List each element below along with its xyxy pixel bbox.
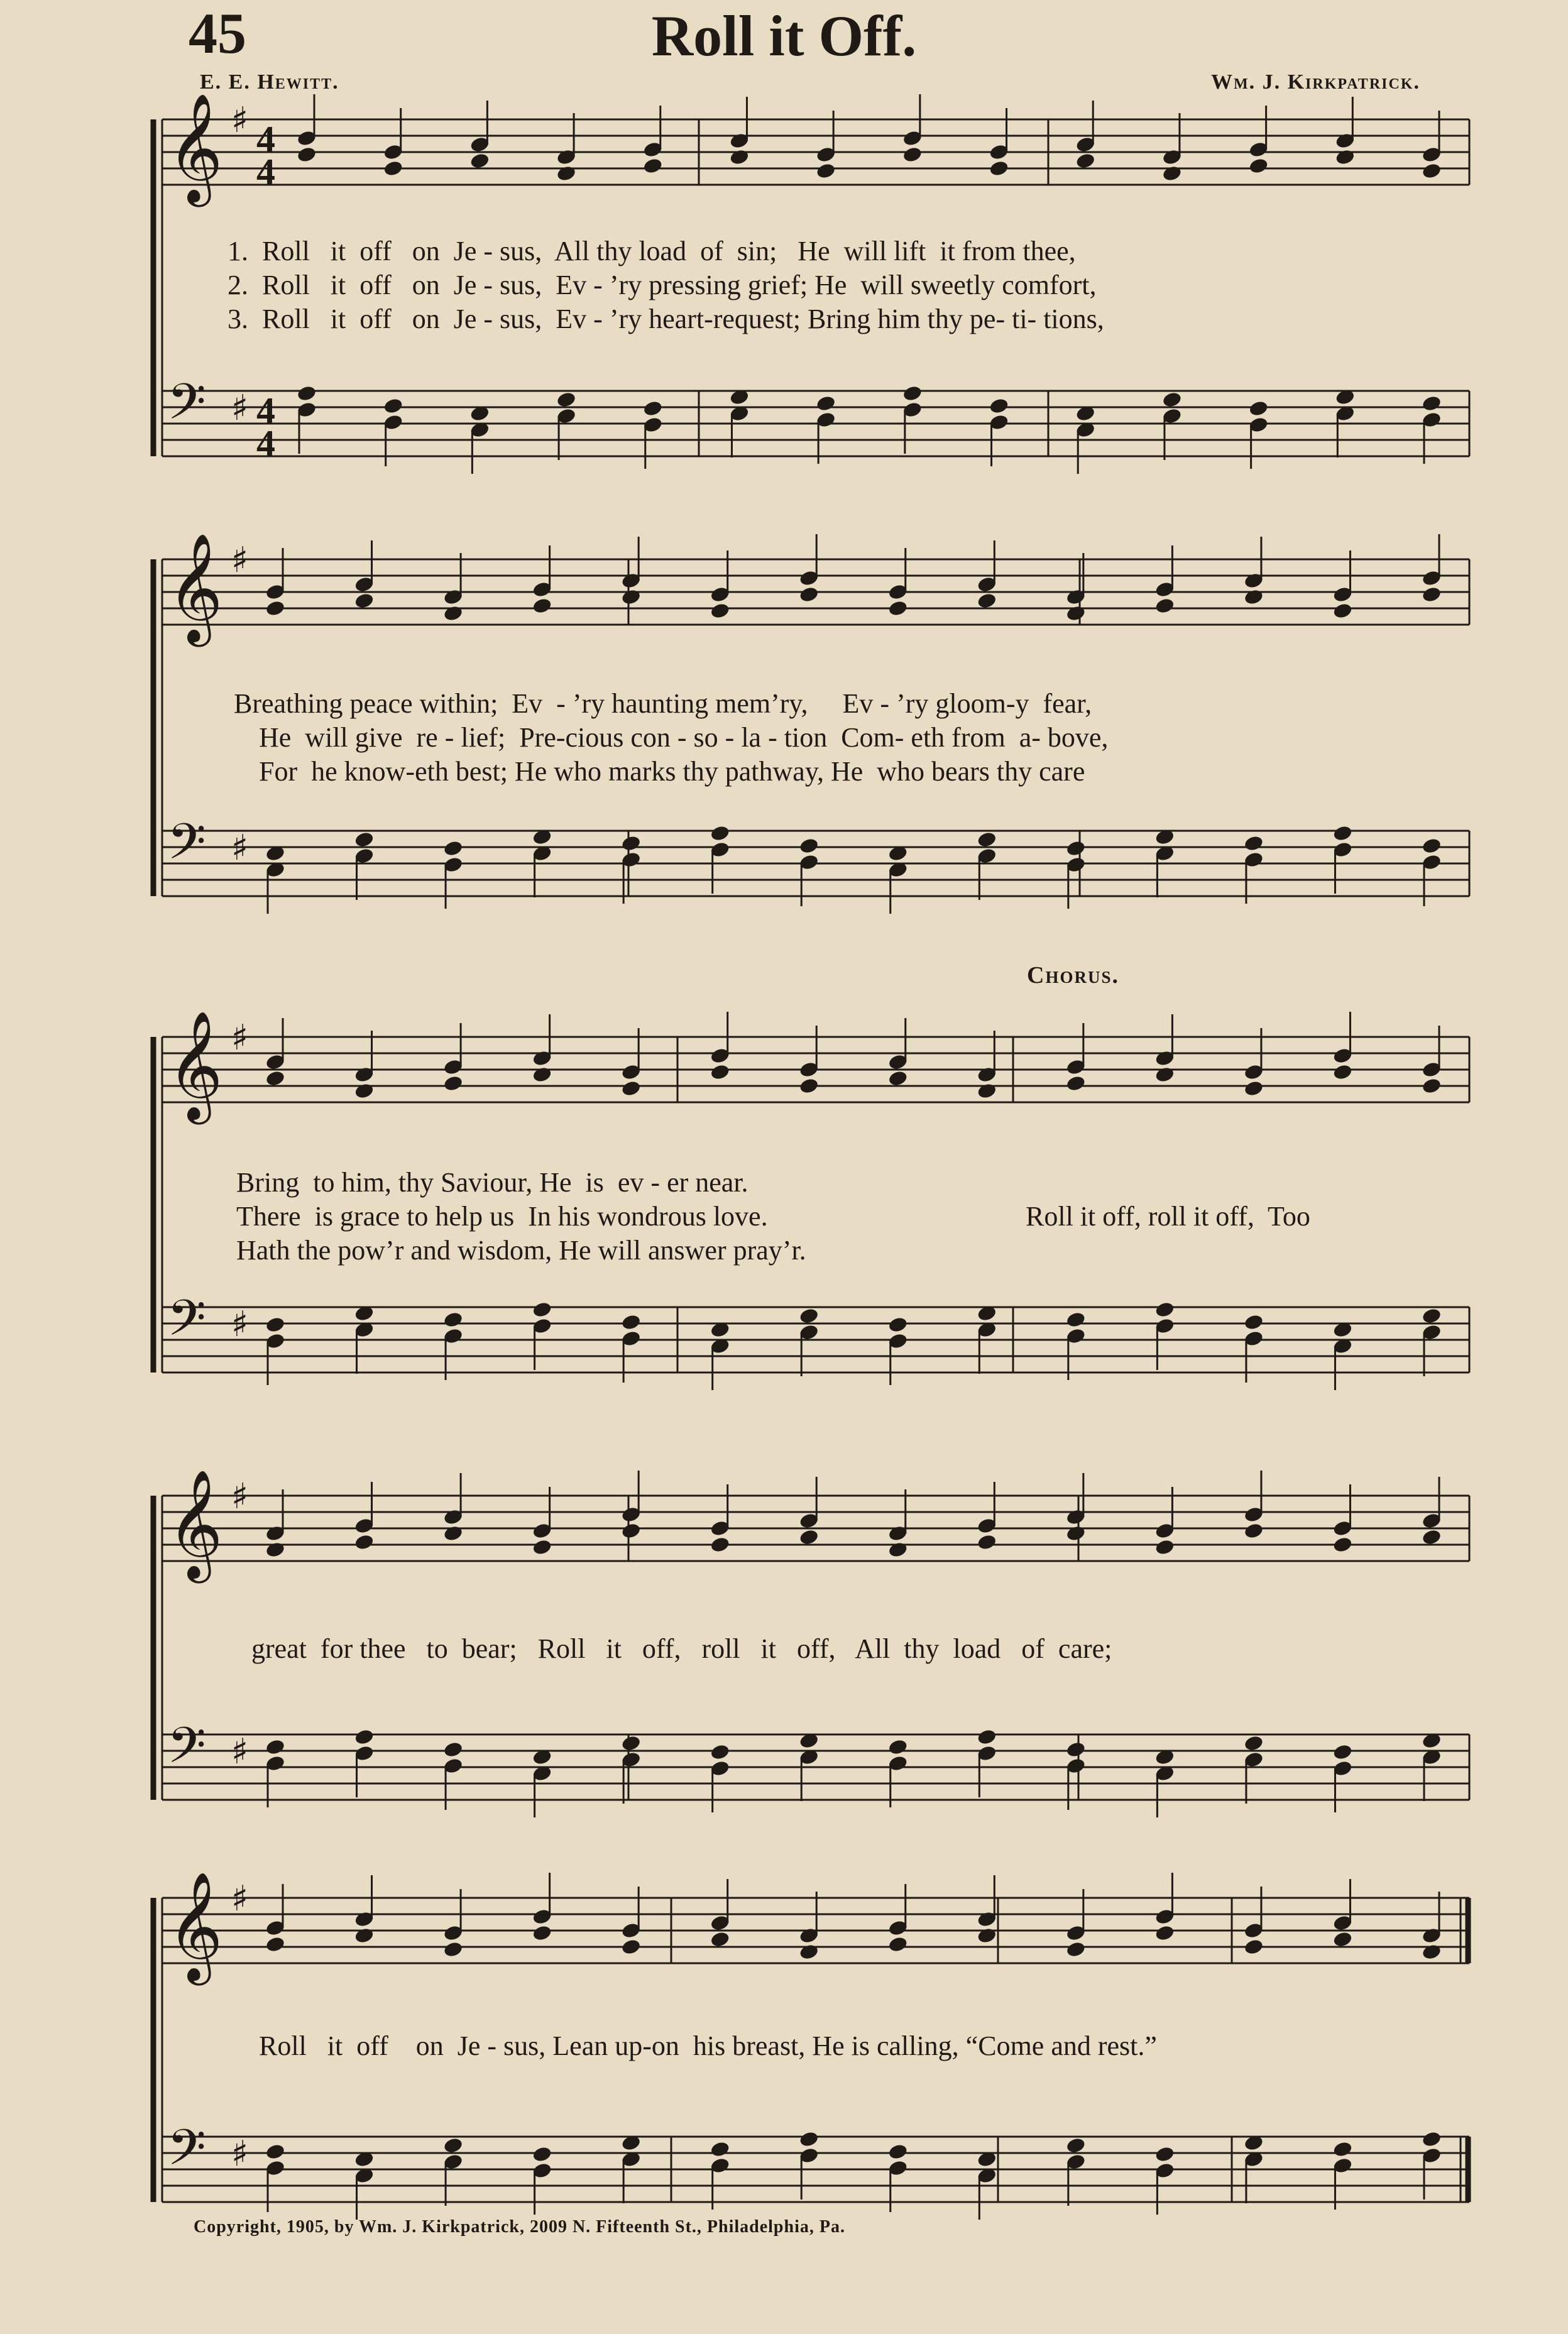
- hymn-number: 45: [189, 1, 246, 65]
- note-head: [265, 600, 285, 617]
- note-head: [729, 148, 750, 166]
- note-head: [1421, 1077, 1442, 1095]
- note-head: [443, 1941, 464, 1958]
- note-head: [1243, 1522, 1264, 1540]
- note-head: [1332, 1063, 1353, 1081]
- key-sharp-icon: ♯: [231, 540, 249, 581]
- key-sharp-icon: ♯: [231, 388, 249, 429]
- note-head: [532, 2145, 552, 2163]
- key-sharp-icon: ♯: [231, 2134, 249, 2174]
- key-sharp-icon: ♯: [231, 100, 249, 141]
- note-head: [443, 1075, 464, 1092]
- lyric-line-s4: great for thee to bear; Roll it off, roll it off, All thy load of care;: [251, 1633, 1112, 1664]
- lyric-line-s5: Roll it off on Je - sus, Lean up-on his breast, He is calling, “Come and rest.”: [259, 2030, 1157, 2061]
- note-head: [710, 825, 730, 842]
- note-head: [1065, 1075, 1086, 1092]
- note-head: [887, 1070, 908, 1087]
- note-head: [1421, 162, 1442, 180]
- note-head: [265, 1070, 285, 1087]
- note-head: [1332, 1536, 1353, 1553]
- bass-clef-icon: 𝄢: [167, 813, 206, 883]
- note-head: [902, 146, 923, 163]
- note-head: [1243, 835, 1264, 852]
- note-head: [977, 1927, 997, 1944]
- note-head: [443, 1311, 464, 1329]
- note-head: [1332, 602, 1353, 620]
- note-head: [621, 1734, 642, 1752]
- note-head: [989, 397, 1009, 415]
- note-head: [1065, 1941, 1086, 1958]
- lyric-line-s3-v1: Bring to him, thy Saviour, He is ev - er near.: [236, 1167, 748, 1198]
- note-head: [887, 1316, 908, 1334]
- note-head: [265, 2143, 285, 2161]
- time-signature-top: 4: [256, 390, 275, 432]
- note-head: [265, 1936, 285, 1953]
- note-head: [532, 1066, 552, 1083]
- treble-clef-icon: 𝄞: [167, 93, 223, 202]
- bass-clef-icon: 𝄢: [167, 1716, 206, 1787]
- bass-clef-icon: 𝄢: [167, 1289, 206, 1359]
- note-head: [354, 1728, 375, 1746]
- key-sharp-icon: ♯: [231, 1731, 249, 1772]
- note-head: [1154, 1066, 1175, 1083]
- note-head: [989, 160, 1009, 177]
- note-head: [799, 1077, 820, 1095]
- note-head: [296, 146, 317, 163]
- note-head: [1421, 1307, 1442, 1325]
- note-head: [1243, 1938, 1264, 1956]
- treble-clef-icon: 𝄞: [167, 1469, 223, 1579]
- note-head: [977, 1082, 997, 1100]
- note-head: [1421, 1943, 1442, 1961]
- treble-clef-icon: 𝄞: [167, 1871, 223, 1981]
- lyric-line-s1-v3: 3. Roll it off on Je - sus, Ev - ’ry heart-request; Bring him thy pe- ti- tions,: [228, 304, 1104, 334]
- author-credit: E. E. Hewitt.: [200, 70, 339, 94]
- note-head: [1161, 165, 1182, 182]
- note-head: [1332, 2140, 1353, 2158]
- copyright-notice: Copyright, 1905, by Wm. J. Kirkpatrick, 2009 N. Fifteenth St., Philadelphia, Pa.: [194, 2217, 845, 2237]
- note-head: [710, 1931, 730, 1948]
- note-head: [354, 592, 375, 610]
- note-head: [296, 385, 317, 402]
- note-head: [1154, 1924, 1175, 1942]
- note-head: [1421, 1528, 1442, 1546]
- lyric-line-s1-v2: 2. Roll it off on Je - sus, Ev - ’ry pressing grief; He will sweetly comfort,: [228, 270, 1097, 300]
- bass-clef-icon: 𝄢: [167, 2118, 206, 2189]
- time-signature-bottom: 4: [256, 151, 275, 193]
- note-head: [383, 397, 403, 415]
- key-sharp-icon: ♯: [231, 1476, 249, 1517]
- lyric-line-s2-v2: He will give re - lief; Pre-cious con - so - la - tion Com- eth from a- bove,: [259, 722, 1109, 753]
- note-head: [1421, 837, 1442, 855]
- note-head: [1065, 1525, 1086, 1542]
- note-head: [816, 162, 836, 180]
- note-head: [621, 1938, 642, 1956]
- composer-credit: Wm. J. Kirkpatrick.: [1210, 70, 1420, 94]
- note-head: [710, 1063, 730, 1081]
- note-head: [621, 588, 642, 606]
- note-head: [1065, 605, 1086, 622]
- note-head: [642, 157, 663, 175]
- note-head: [469, 152, 490, 170]
- note-head: [621, 1080, 642, 1097]
- note-head: [1065, 1741, 1086, 1758]
- lyric-line-s3-v2: There is grace to help us In his wondrous love.: [236, 1201, 768, 1232]
- note-head: [443, 1525, 464, 1542]
- key-sharp-icon: ♯: [231, 1878, 249, 1919]
- note-head: [887, 1936, 908, 1953]
- treble-clef-icon: 𝄞: [167, 533, 223, 642]
- time-signature-bottom: 4: [256, 423, 275, 464]
- note-head: [1421, 395, 1442, 412]
- note-head: [354, 831, 375, 848]
- note-head: [1243, 1313, 1264, 1331]
- chorus-refrain-text: Roll it off, roll it off, Too: [1026, 1201, 1310, 1232]
- note-head: [887, 600, 908, 617]
- note-head: [443, 1741, 464, 1758]
- note-head: [1075, 152, 1096, 170]
- note-head: [710, 1743, 730, 1761]
- note-head: [1154, 2145, 1175, 2163]
- lyric-line-s2-v1: Breathing peace within; Ev - ’ry haunting mem’ry, Ev - ’ry gloom-y fear,: [234, 688, 1092, 719]
- note-head: [621, 1313, 642, 1331]
- note-head: [532, 1924, 552, 1942]
- note-head: [1161, 391, 1182, 408]
- note-head: [1332, 825, 1353, 842]
- note-head: [621, 1522, 642, 1540]
- note-head: [799, 837, 820, 855]
- note-head: [354, 1927, 375, 1944]
- key-sharp-icon: ♯: [231, 828, 249, 868]
- note-head: [265, 1541, 285, 1559]
- note-head: [443, 605, 464, 622]
- note-head: [1154, 1301, 1175, 1318]
- note-head: [887, 2143, 908, 2161]
- key-sharp-icon: ♯: [231, 1017, 249, 1058]
- lyric-line-s3-v3: Hath the pow’r and wisdom, He will answer pray’r.: [236, 1235, 806, 1266]
- note-head: [710, 1536, 730, 1553]
- note-head: [1065, 1311, 1086, 1329]
- note-head: [532, 1301, 552, 1318]
- note-head: [1332, 1743, 1353, 1761]
- note-head: [799, 1528, 820, 1546]
- note-head: [887, 1541, 908, 1559]
- note-head: [532, 1538, 552, 1556]
- note-head: [977, 592, 997, 610]
- note-head: [710, 602, 730, 620]
- note-head: [977, 831, 997, 848]
- note-head: [443, 2137, 464, 2154]
- note-head: [1421, 2130, 1442, 2148]
- note-head: [354, 1533, 375, 1551]
- note-head: [902, 385, 923, 402]
- bass-clef-icon: 𝄢: [167, 373, 206, 443]
- note-head: [1243, 1734, 1264, 1752]
- note-head: [710, 2140, 730, 2158]
- note-head: [1243, 1080, 1264, 1097]
- note-head: [1154, 1538, 1175, 1556]
- note-head: [977, 1728, 997, 1746]
- note-head: [1421, 586, 1442, 603]
- note-head: [556, 391, 577, 408]
- note-head: [265, 1738, 285, 1756]
- note-head: [1332, 1931, 1353, 1948]
- note-head: [1154, 597, 1175, 615]
- hymn-title: Roll it Off.: [651, 4, 917, 68]
- time-signature-top: 4: [256, 119, 275, 160]
- note-head: [1065, 840, 1086, 857]
- note-head: [799, 1943, 820, 1961]
- note-head: [265, 1316, 285, 1334]
- note-head: [532, 597, 552, 615]
- note-head: [556, 165, 577, 182]
- note-head: [887, 1738, 908, 1756]
- note-head: [1243, 588, 1264, 606]
- note-head: [799, 2130, 820, 2148]
- note-head: [1248, 157, 1269, 175]
- lyric-line-s1-v1: 1. Roll it off on Je - sus, All thy load of sin; He will lift it from thee,: [228, 236, 1076, 266]
- note-head: [1248, 400, 1269, 417]
- key-sharp-icon: ♯: [231, 1304, 249, 1345]
- note-head: [443, 840, 464, 857]
- note-head: [977, 1533, 997, 1551]
- treble-clef-icon: 𝄞: [167, 1011, 223, 1120]
- note-head: [354, 1082, 375, 1100]
- note-head: [1335, 148, 1356, 166]
- note-head: [799, 1307, 820, 1325]
- note-head: [1065, 2137, 1086, 2154]
- note-head: [621, 835, 642, 852]
- note-head: [816, 395, 836, 412]
- lyric-line-s2-v3: For he know-eth best; He who marks thy pathway, He who bears thy care: [259, 756, 1085, 787]
- note-head: [383, 160, 403, 177]
- note-head: [799, 586, 820, 603]
- chorus-label: Chorus.: [1027, 962, 1119, 989]
- note-head: [642, 400, 663, 417]
